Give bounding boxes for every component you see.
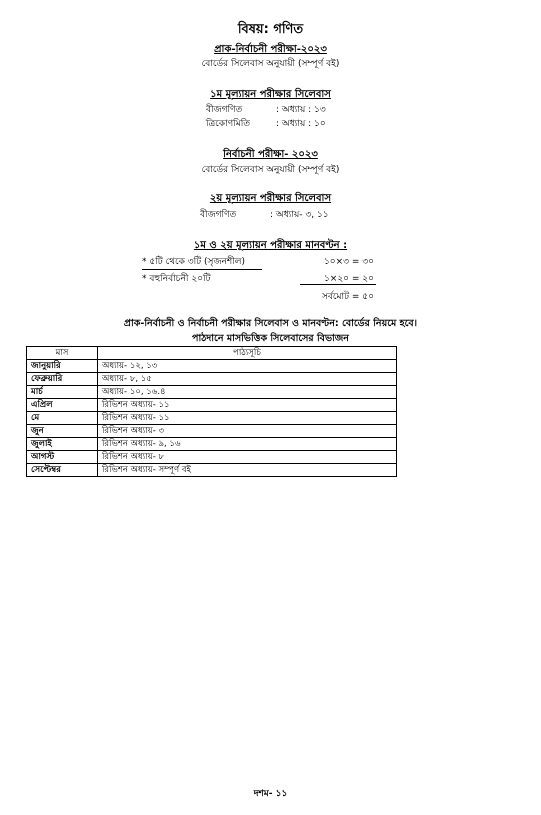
content-cell: রিভিশন অধ্যায়- ৮: [98, 451, 397, 464]
monthly-table-title: পাঠদানে মাসভিত্তিক সিলেবাসের বিভাজন: [192, 333, 349, 344]
content-cell: রিভিশন অধ্যায়- ৩: [98, 425, 397, 438]
distribution-total: সর্বমোট = ৫০: [321, 292, 374, 302]
table-row: [27, 373, 397, 386]
page-title: বিষয়: গণিত: [237, 22, 304, 37]
distribution-value: ১×২০ = ২০: [323, 274, 374, 284]
column-header-content: পাঠ্যসূচি: [98, 347, 397, 360]
column-header-month: মাস: [27, 347, 98, 360]
pre-selection-title: প্রাক-নির্বাচনী পরীক্ষা-২০২৩: [214, 44, 327, 55]
eval2-subject: বীজগণিত: [200, 210, 237, 220]
eval1-subject: ত্রিকোণমিতি: [206, 119, 251, 129]
table-row: [27, 399, 397, 412]
eval1-subject: বীজগণিত: [206, 105, 243, 115]
month-cell: মে: [27, 412, 98, 425]
content-cell: অধ্যায়- ৮, ১৫: [98, 373, 397, 386]
content-cell: রিভিশন অধ্যায়- ১১: [98, 399, 397, 412]
content-cell: রিভিশন অধ্যায়- ১১: [98, 412, 397, 425]
table-header-row: [27, 347, 397, 360]
distribution-label: * বহুনির্বাচনী ২০টি: [142, 274, 211, 284]
month-cell: এপ্রিল: [27, 399, 98, 412]
summary-note: প্রাক-নির্বাচনী ও নির্বাচনী পরীক্ষার সিলেবাস ও মানবণ্টন: বোর্ডের নিয়মে হবে।: [123, 318, 418, 329]
table-row: [27, 412, 397, 425]
month-cell: জুন: [27, 425, 98, 438]
month-cell: জানুয়ারি: [27, 360, 98, 373]
selection-title: নির্বাচনী পরীক্ষা- ২০২৩: [223, 149, 318, 160]
distribution-label: * ৫টি থেকে ৩টি (সৃজনশীল): [142, 257, 245, 267]
monthly-syllabus-table: [26, 346, 397, 477]
page-footer: দশম- ১১: [253, 789, 288, 799]
month-cell: জুলাই: [27, 438, 98, 451]
eval1-chapters: : অধ্যায় : ১০: [276, 119, 326, 129]
eval1-chapters: : অধ্যায় : ১৩: [276, 105, 326, 115]
month-cell: আগস্ট: [27, 451, 98, 464]
table-row: [27, 386, 397, 399]
table-row: [27, 451, 397, 464]
eval2-title: ২য় মূল্যায়ন পরীক্ষার সিলেবাস: [209, 193, 332, 204]
month-cell: ফেব্রুয়ারি: [27, 373, 98, 386]
table-row: [27, 360, 397, 373]
eval1-title: ১ম মূল্যায়ন পরীক্ষার সিলেবাস: [210, 89, 331, 100]
selection-subtitle: বোর্ডের সিলেবাস অনুযায়ী (সম্পূর্ণ বই): [201, 165, 340, 175]
distribution-title: ১ম ও ২য় মূল্যায়ন পরীক্ষার মানবণ্টন :: [193, 240, 348, 251]
content-cell: রিভিশন অধ্যায়- ৯, ১৬: [98, 438, 397, 451]
table-row: [27, 438, 397, 451]
distribution-value: ১০×৩ = ৩০: [323, 257, 374, 267]
month-cell: সেপ্টেম্বর: [27, 464, 98, 477]
month-cell: মার্চ: [27, 386, 98, 399]
pre-selection-subtitle: বোর্ডের সিলেবাস অনুযায়ী (সম্পূর্ণ বই): [201, 59, 340, 69]
total-rule: [300, 284, 376, 285]
table-row: [27, 425, 397, 438]
label-underline: [142, 269, 262, 270]
table-row: [27, 464, 397, 477]
content-cell: অধ্যায়- ১২, ১৩: [98, 360, 397, 373]
eval2-chapters: : অধ্যায়- ৩, ১১: [270, 210, 329, 220]
content-cell: রিভিশন অধ্যায়- সম্পূর্ণ বই: [98, 464, 397, 477]
content-cell: অধ্যায়- ১০, ১৬.৪: [98, 386, 397, 399]
